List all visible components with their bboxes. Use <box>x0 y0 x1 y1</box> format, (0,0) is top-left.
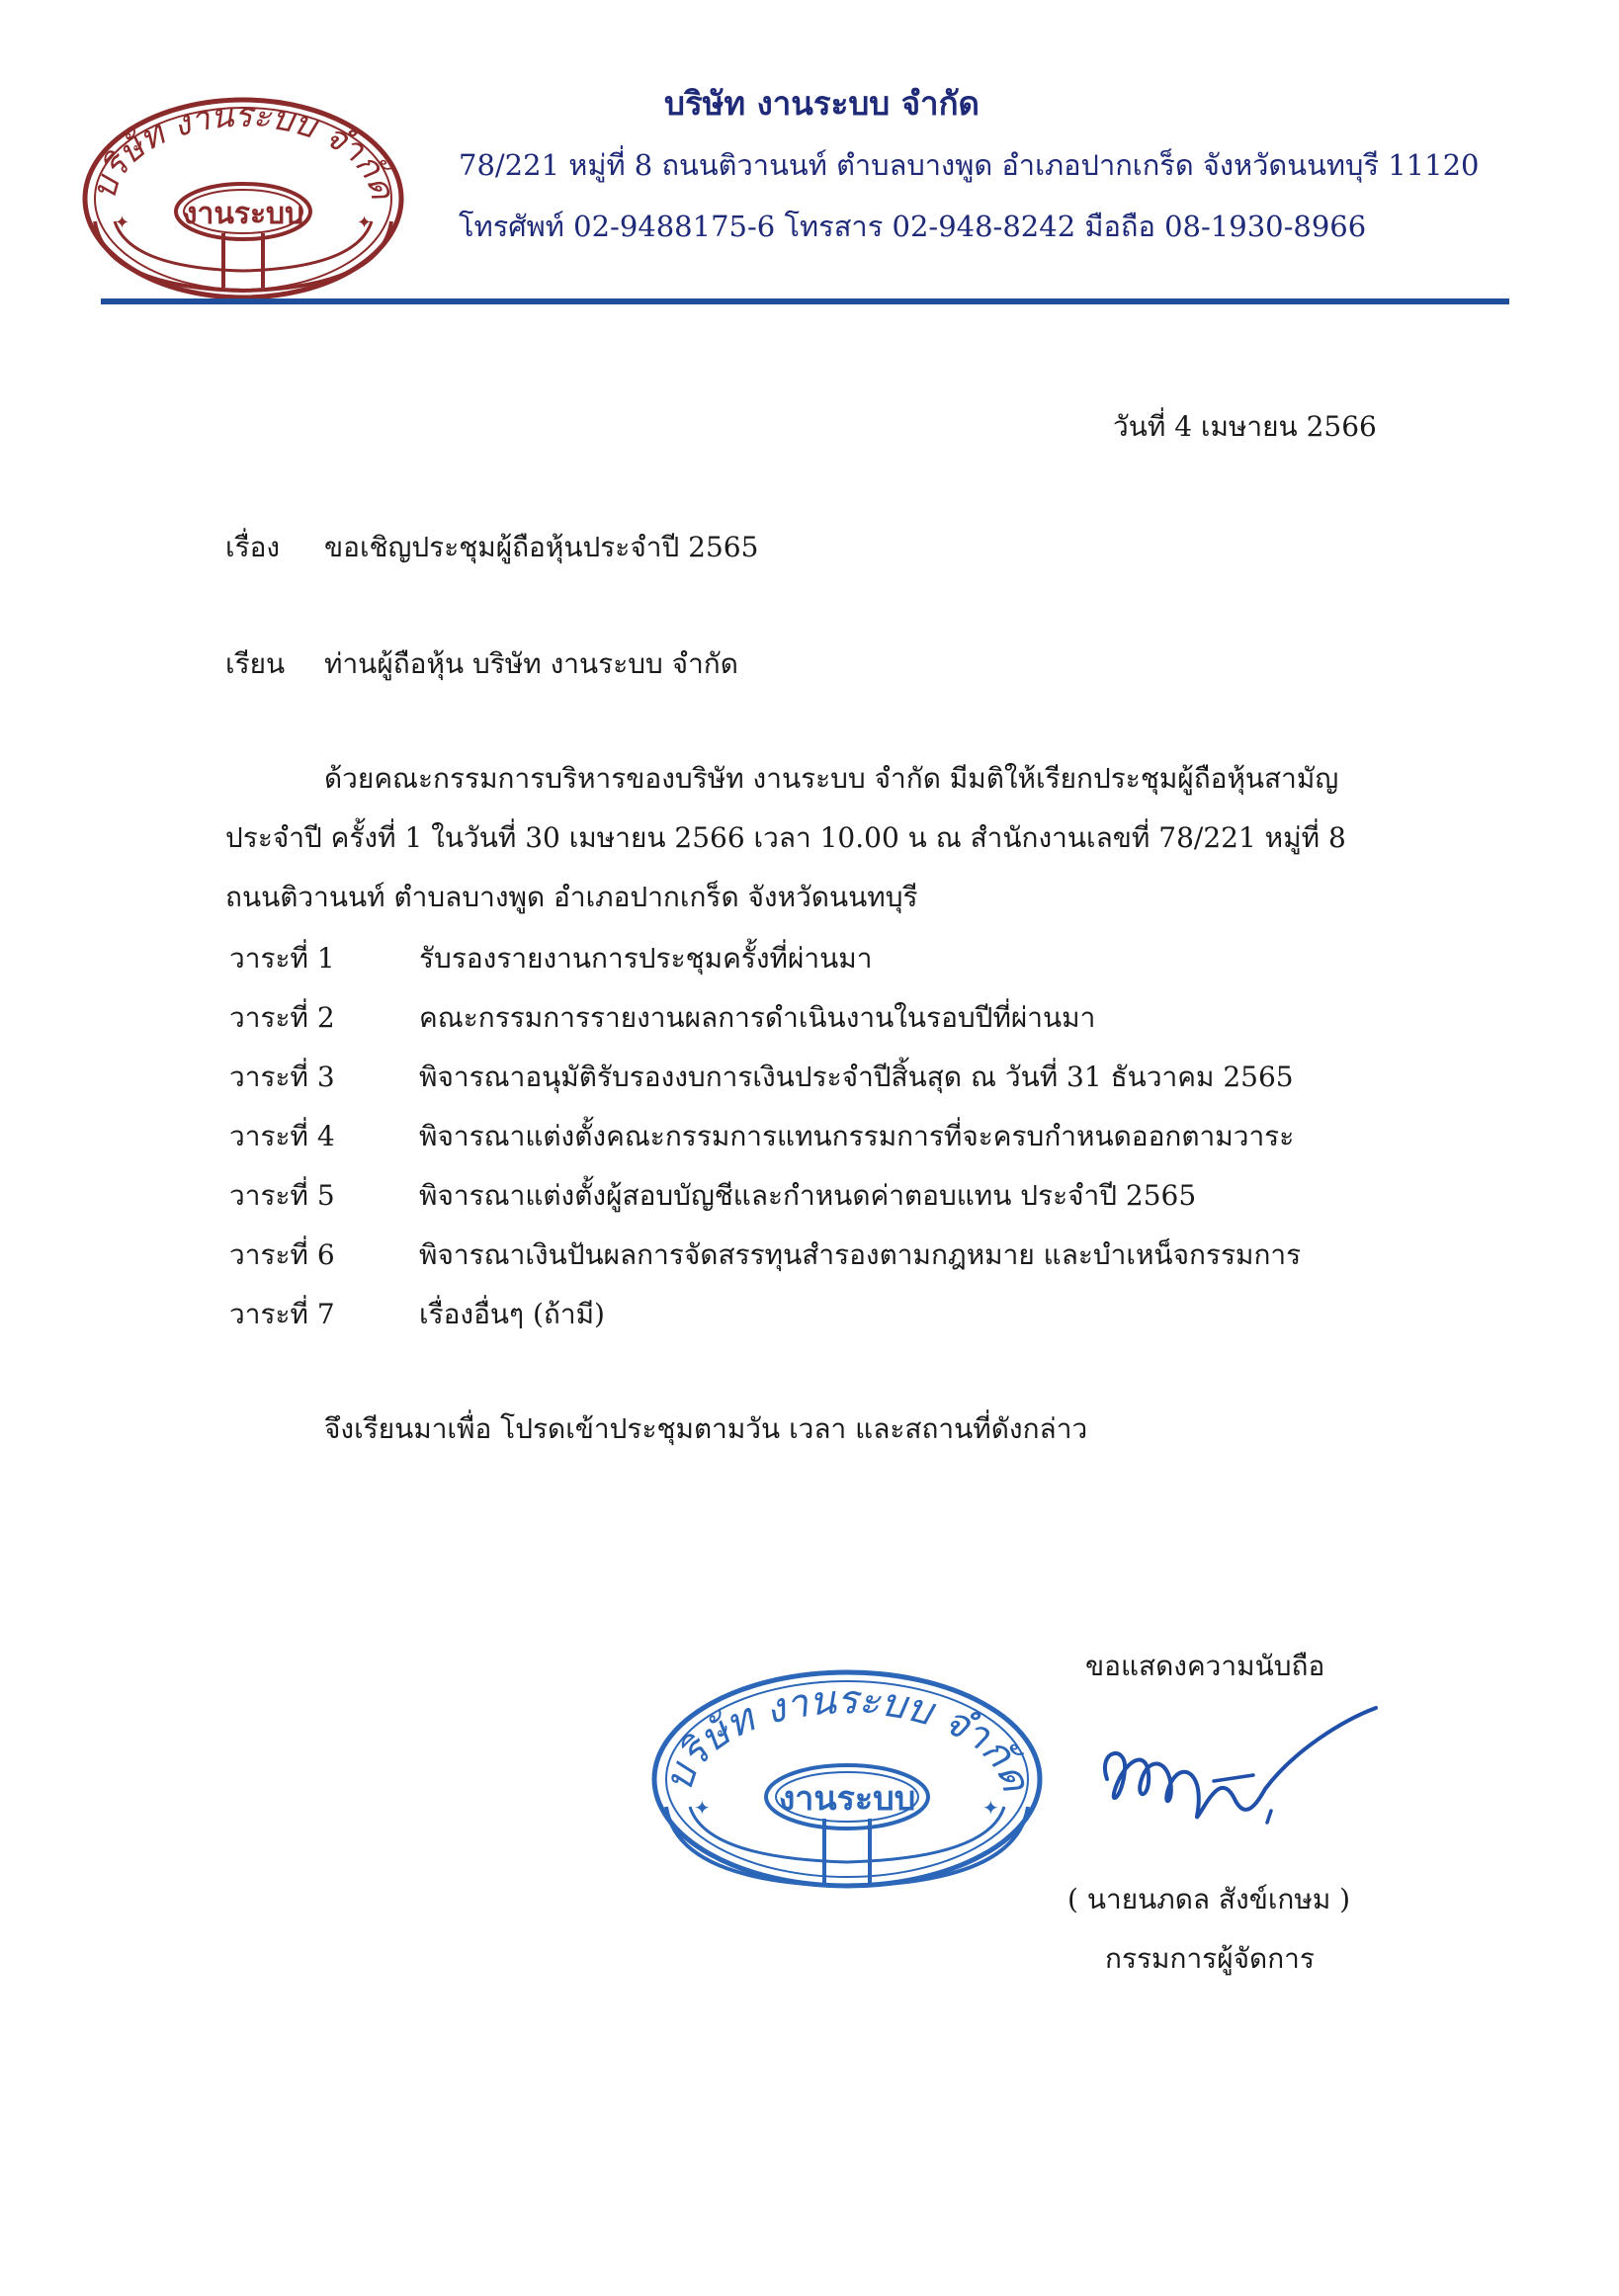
subject-value: ขอเชิญประชุมผู้ถือหุ้นประจำปี 2565 <box>324 531 759 563</box>
agenda-label: วาระที่ 3 <box>229 1061 335 1093</box>
agenda-text: พิจารณาแต่งตั้งผู้สอบบัญชีและกำหนดค่าตอบแทน ประจำปี 2565 <box>419 1179 1197 1212</box>
stamp-star-left-icon: ✦ <box>694 1796 711 1820</box>
company-logo <box>75 85 411 302</box>
agenda-text: คณะกรรมการรายงานผลการดำเนินงานในรอบปีที่ผ่านมา <box>419 1001 1096 1034</box>
agenda-text: เรื่องอื่นๆ (ถ้ามี) <box>419 1298 605 1330</box>
signer-name: ( นายนภดล สังข์เกษม ) <box>1067 1883 1351 1915</box>
recipient-value: ท่านผู้ถือหุ้น บริษัท งานระบบ จำกัด <box>324 647 738 680</box>
company-name: บริษัท งานระบบ จำกัด <box>664 84 980 123</box>
regards-text: ขอแสดงความนับถือ <box>1085 1650 1325 1682</box>
agenda-label: วาระที่ 2 <box>229 1001 335 1034</box>
stamp-ring-text: บริษัท งานระบบ จำกัด <box>655 1677 1039 1797</box>
agenda-text: พิจารณาอนุมัติรับรองงบการเงินประจำปีสิ้นสุด ณ วันที่ 31 ธันวาคม 2565 <box>419 1061 1294 1093</box>
agenda-text: รับรองรายงานการประชุมครั้งที่ผ่านมา <box>419 942 873 975</box>
agenda-text: พิจารณาเงินปันผลการจัดสรรทุนสำรองตามกฎหมาย และบำเหน็จกรรมการ <box>419 1238 1302 1271</box>
stamp-center-text: งานระบบ <box>778 1779 916 1819</box>
company-stamp <box>644 1660 1050 1898</box>
company-contact: โทรศัพท์ 02-9488175-6 โทรสาร 02-948-8242 มือถือ 08-1930-8966 <box>459 210 1367 243</box>
agenda-label: วาระที่ 4 <box>229 1120 335 1152</box>
signer-title: กรรมการผู้จัดการ <box>1105 1942 1315 1975</box>
paragraph-line: ด้วยคณะกรรมการบริหารของบริษัท งานระบบ จำกัด มีมติให้เรียกประชุมผู้ถือหุ้นสามัญ <box>324 762 1339 795</box>
letter-date: วันที่ 4 เมษายน 2566 <box>1113 410 1377 443</box>
agenda-label: วาระที่ 5 <box>229 1179 335 1212</box>
logo-star-right-icon: ✦ <box>357 213 373 233</box>
agenda-label: วาระที่ 6 <box>229 1238 335 1271</box>
agenda-label: วาระที่ 7 <box>229 1298 335 1330</box>
handwritten-signature <box>1087 1690 1413 1838</box>
closing-line: จึงเรียนมาเพื่อ โปรดเข้าประชุมตามวัน เวลา และสถานที่ดังกล่าว <box>324 1412 1088 1445</box>
agenda-label: วาระที่ 1 <box>229 942 335 975</box>
paragraph-line: ประจำปี ครั้งที่ 1 ในวันที่ 30 เมษายน 2566 เวลา 10.00 น ณ สำนักงานเลขที่ 78/221 หมู่ที่ 8 <box>225 821 1346 854</box>
subject-label: เรื่อง <box>225 531 281 563</box>
paragraph-line: ถนนติวานนท์ ตำบลบางพูด อำเภอปากเกร็ด จังหวัดนนทบุรี <box>225 881 918 913</box>
stamp-star-right-icon: ✦ <box>982 1796 999 1820</box>
company-address: 78/221 หมู่ที่ 8 ถนนติวานนท์ ตำบลบางพูด อำเภอปากเกร็ด จังหวัดนนทบุรี 11120 <box>459 148 1480 182</box>
logo-star-left-icon: ✦ <box>115 213 130 233</box>
header-rule <box>101 298 1509 304</box>
recipient-label: เรียน <box>225 647 286 680</box>
logo-ring-text: บริษัท งานระบบ จำกัด <box>84 95 402 204</box>
logo-center-text: งานระบบ <box>182 197 304 231</box>
agenda-text: พิจารณาแต่งตั้งคณะกรรมการแทนกรรมการที่จะครบกำหนดออกตามวาระ <box>419 1120 1295 1152</box>
